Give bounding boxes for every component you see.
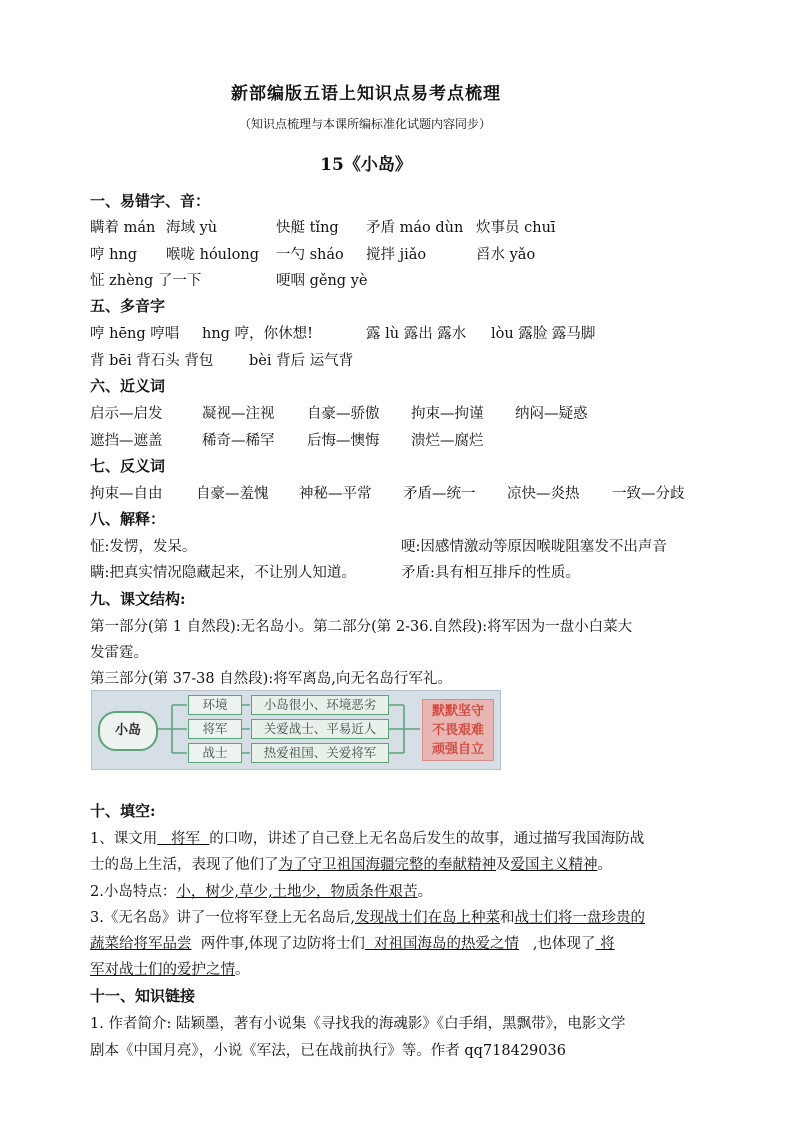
page-subtitle: （知识点梳理与本课所编标准化试题内容同步） <box>238 117 491 131</box>
typo-item: 哽咽 gěng yè <box>276 273 368 289</box>
typo-item: 哼 hng <box>90 247 138 263</box>
structure-text: 第一部分(第 1 自然段):无名岛小。第二部分(第 2-36.自然段):将军因为一盘小白菜大 <box>90 619 633 635</box>
author-intro-cont: 剧本《中国月亮》，小说《军法，已在战前执行》等。作者 qq718429036 <box>90 1043 566 1059</box>
section-heading-fill: 十、填空: <box>90 802 156 820</box>
diagram-category: 将军 <box>188 719 242 739</box>
structure-diagram <box>91 690 501 770</box>
typo-item: 瞒着 mán <box>90 220 156 236</box>
antonym-pair: 一致—分歧 <box>612 486 685 502</box>
antonym-pair: 凉快—炎热 <box>507 486 580 502</box>
polyphone-item: bèi 背后 运气背 <box>249 353 354 369</box>
fill-answer: 小，树少,草少,土地少，物质条件艰苦 <box>176 884 418 900</box>
polyphone-item: 露 lù 露出 露水 <box>366 326 467 342</box>
author-intro: 1. 作者简介: 陆颖墨，著有小说集《寻找我的海魂影》《白手绢，黑飘带》，电影文学 <box>90 1016 626 1032</box>
structure-text: 发雷霆。 <box>90 645 148 661</box>
synonym-pair: 拘束—拘谨 <box>411 406 484 422</box>
structure-text: 第三部分(第 37-38 自然段):将军离岛,向无名岛行军礼。 <box>90 671 452 687</box>
diagram-result-box <box>422 699 494 761</box>
fill-answer: 对祖国海岛的热爱之情 <box>364 936 520 952</box>
synonym-pair: 纳闷—疑惑 <box>515 406 588 422</box>
fill-answer: 将 <box>595 936 615 952</box>
antonym-pair: 神秘—平常 <box>299 486 372 502</box>
antonym-pair: 矛盾—统一 <box>403 486 476 502</box>
section-heading-structure: 九、课文结构: <box>90 590 186 608</box>
diagram-description: 关爱战士、平易近人 <box>251 719 389 739</box>
synonym-pair: 启示—启发 <box>90 406 163 422</box>
explanation-item: 怔:发愣，发呆。 <box>90 539 197 555</box>
fill-answer: 军对战士们的爱护之情 <box>90 962 235 978</box>
explanation-item: 瞒:把真实情况隐藏起来，不让别人知道。 <box>90 565 356 581</box>
section-heading-links: 十一、知识链接 <box>90 987 196 1005</box>
page-title: 新部编版五语上知识点易考点梳理 <box>231 84 501 104</box>
fill-question-3-cont: 蔬菜给将军品尝 两件事,体现了边防将士们 对祖国海岛的热爱之情 ,也体现了 将 <box>90 936 615 952</box>
polyphone-item: 背 bēi 背石头 背包 <box>90 353 214 369</box>
fill-question-3: 3.《无名岛》讲了一位将军登上无名岛后,发现战士们在岛上种菜和战士们将一盘珍贵的 <box>90 910 645 926</box>
synonym-pair: 遮挡—遮盖 <box>90 433 163 449</box>
cat-desc-lines <box>242 705 250 753</box>
typo-item: 怔 zhèng 了一下 <box>90 273 202 289</box>
diagram-description: 小岛很小、环境恶劣 <box>251 695 389 715</box>
synonym-pair: 凝视—注视 <box>202 406 275 422</box>
fill-question-3-end: 军对战士们的爱护之情。 <box>90 962 250 978</box>
fill-answer: 爱国主义精神 <box>510 857 598 873</box>
explanation-item: 哽:因感情激动等原因喉咙阻塞发不出声音 <box>401 539 667 555</box>
synonym-pair: 自豪—骄傲 <box>307 406 380 422</box>
diagram-category: 战士 <box>188 743 242 763</box>
section-heading-polyphone: 五、多音字 <box>90 297 166 315</box>
fill-answer: 蔬菜给将军品尝 <box>90 936 192 952</box>
fill-question-2: 2.小岛特点：小，树少,草少,土地少，物质条件艰苦。 <box>90 884 433 900</box>
diagram-root-node: 小岛 <box>98 711 158 751</box>
fill-answer: 发现战士们在岛上种菜 <box>354 910 500 926</box>
typo-item: 一勺 sháo <box>276 247 344 263</box>
synonym-pair: 溃烂—腐烂 <box>411 433 484 449</box>
typo-item: 喉咙 hóulong <box>166 247 260 263</box>
root-branch-lines <box>156 705 187 753</box>
typo-item: 炊事员 chuī <box>476 220 556 236</box>
section-heading-synonyms: 六、近义词 <box>90 377 166 395</box>
desc-result-lines <box>388 705 420 753</box>
section-heading-explanations: 八、解释： <box>90 510 166 528</box>
fill-question-1: 1、课文用 将军 的口吻，讲述了自己登上无名岛后发生的故事，通过描写我国海防战 <box>90 831 645 847</box>
explanation-item: 矛盾:具有相互排斥的性质。 <box>401 565 580 581</box>
typo-item: 海域 yù <box>166 220 218 236</box>
fill-question-1-cont: 士的岛上生活，表现了他们了为了守卫祖国海疆完整的奉献精神及爱国主义精神。 <box>90 857 612 873</box>
polyphone-item: hng 哼，你休想! <box>202 326 313 342</box>
section-heading-typo: 一、易错字、音： <box>90 192 211 210</box>
polyphone-item: 哼 hēng 哼唱 <box>90 326 180 342</box>
fill-answer: 为了守卫祖国海疆完整的奉献精神 <box>278 857 496 873</box>
diagram-result-line: 不畏艰难 <box>431 723 484 738</box>
diagram-description: 热爱祖国、关爱将军 <box>251 743 389 763</box>
polyphone-item: lòu 露脸 露马脚 <box>491 326 596 342</box>
typo-item: 舀水 yǎo <box>476 247 536 263</box>
lesson-title: 15《小岛》 <box>320 155 412 175</box>
fill-answer: 将军 <box>157 831 210 847</box>
fill-answer: 战士们将一盘珍贵的 <box>514 910 645 926</box>
antonym-pair: 拘束—自由 <box>90 486 163 502</box>
antonym-pair: 自豪—羞愧 <box>196 486 269 502</box>
typo-item: 搅拌 jiǎo <box>366 247 427 263</box>
typo-item: 矛盾 máo dùn <box>366 220 464 236</box>
section-heading-antonyms: 七、反义词 <box>90 457 166 475</box>
diagram-result-line: 默默坚守 <box>431 704 484 719</box>
synonym-pair: 稀奇—稀罕 <box>202 433 275 449</box>
typo-item: 快艇 tǐng <box>276 220 339 236</box>
diagram-result-line: 顽强自立 <box>431 742 484 757</box>
diagram-category: 环境 <box>188 695 242 715</box>
synonym-pair: 后悔—懊悔 <box>307 433 380 449</box>
